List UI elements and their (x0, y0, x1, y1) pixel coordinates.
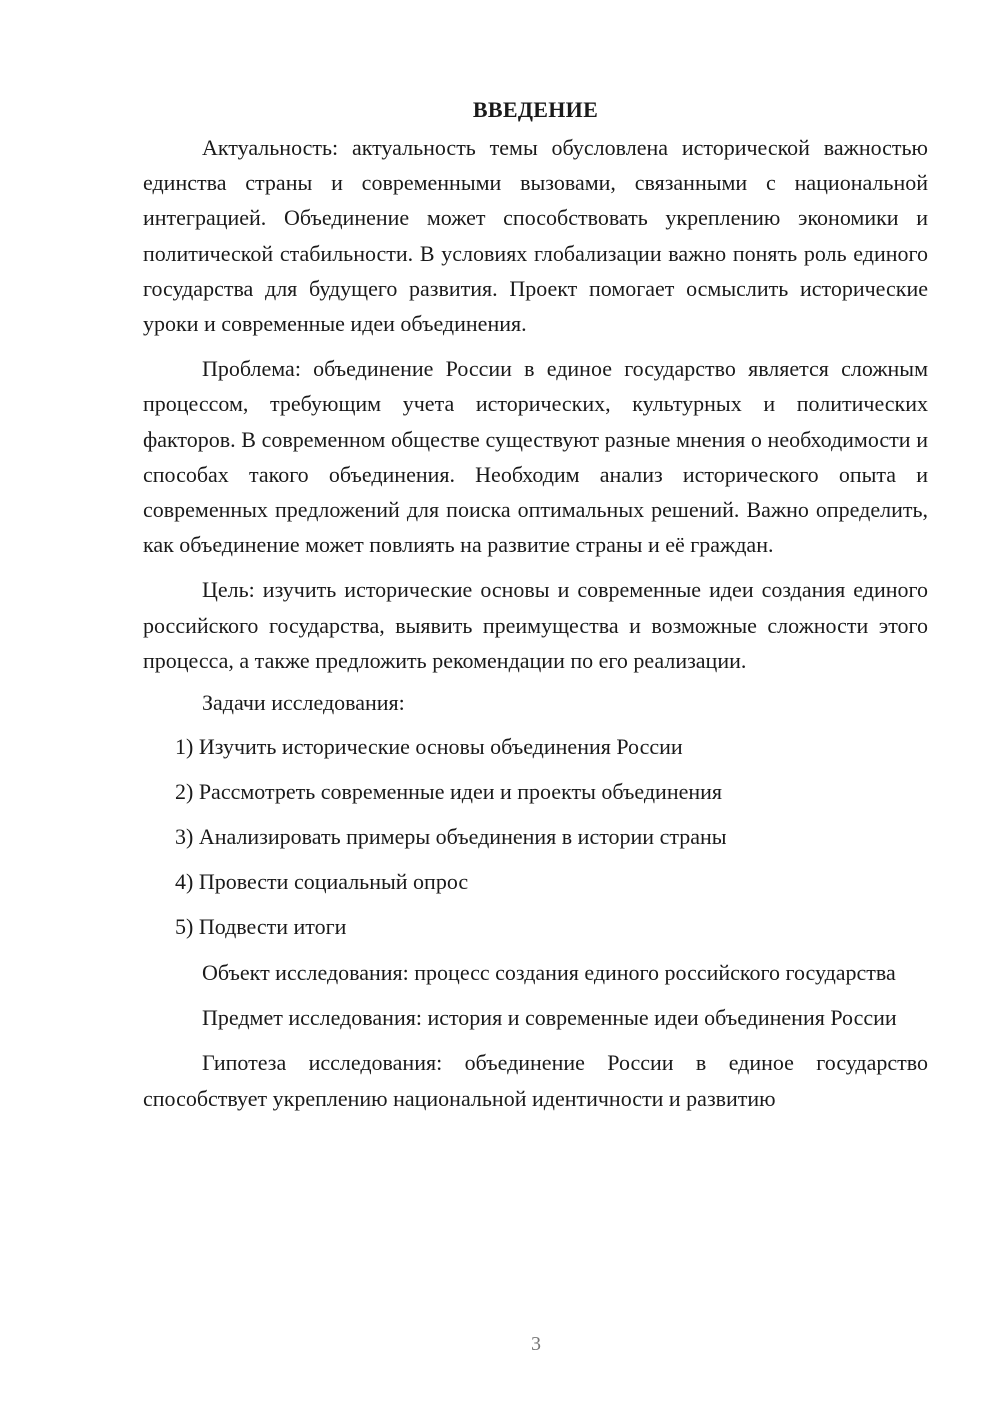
task-item: 3) Анализировать примеры объединения в истории страны (175, 824, 727, 850)
section-heading: ВВЕДЕНИЕ (472, 97, 599, 122)
task-item: 1) Изучить исторические основы объединения России (175, 734, 683, 760)
object-paragraph: Объект исследования: процесс создания единого российского государства (202, 960, 896, 986)
relevance-paragraph: Актуальность: актуальность темы обусловлена исторической важностью единства страны и современными вызовами, связанными с национальной интеграцией. Объединение может способствовать укреплению экономики и политической стабильности. В условиях глобализации важно понять роль единого государства для будущего развития. Проект помогает осмыслить исторические уроки и современные идеи объединения. (143, 135, 928, 337)
hypothesis-paragraph: Гипотеза исследования: объединение России в единое государство способствует укреплению национальной идентичности и развитию (143, 1050, 928, 1111)
goal-paragraph: Цель: изучить исторические основы и современные идеи создания единого российского государства, выявить преимущества и возможные сложности этого процесса, а также предложить рекомендации по его реализации. (143, 577, 928, 673)
tasks-label: Задачи исследования: (202, 690, 405, 716)
page-body (143, 95, 928, 1116)
task-item: 5) Подвести итоги (175, 914, 347, 940)
page-number: 3 (531, 1333, 541, 1355)
subject-paragraph: Предмет исследования: история и современные идеи объединения России (202, 1005, 897, 1031)
task-item: 4) Провести социальный опрос (175, 869, 469, 895)
task-list (143, 732, 928, 942)
problem-paragraph: Проблема: объединение России в единое государство является сложным процессом, требующим учета исторических, культурных и политических факторов. В современном обществе существуют разные мнения о необходимости и способах такого объединения. Необходим анализ исторического опыта и современных предложений для поиска оптимальных решений. Важно определить, как объединение может повлиять на развитие страны и её граждан. (143, 356, 928, 558)
task-item: 2) Рассмотреть современные идеи и проекты объединения (175, 779, 723, 805)
